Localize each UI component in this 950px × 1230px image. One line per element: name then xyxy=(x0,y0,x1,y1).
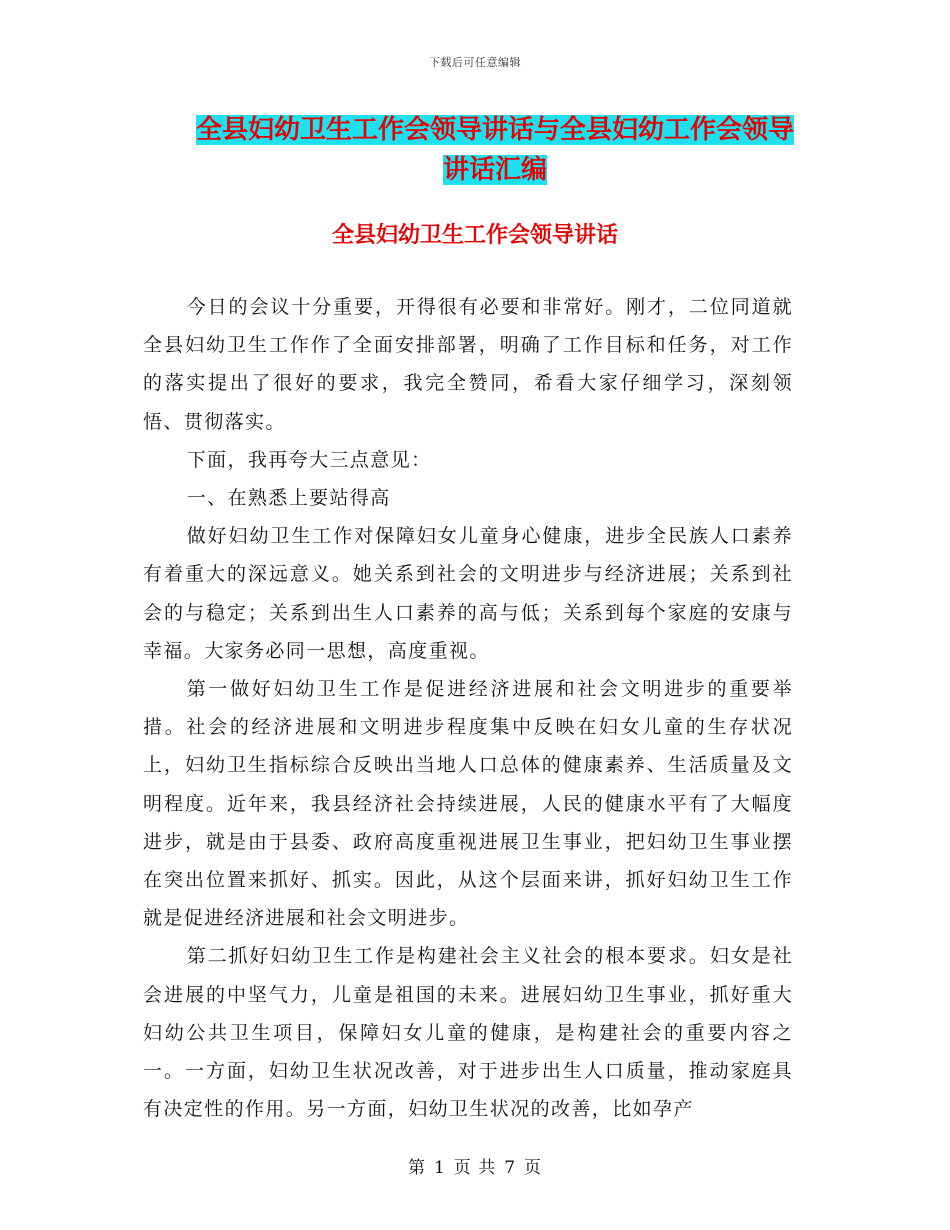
footer-prefix: 第 xyxy=(407,1158,426,1178)
paragraph: 今日的会议十分重要，开得很有必要和非常好。刚才，二位同道就全县妇幼卫生工作作了全面安排部署，明确了工作目标和任务，对工作的落实提出了很好的要求，我完全赞同，希看大家仔细学习，深刻领悟、贯彻落实。 xyxy=(143,296,793,433)
footer-suffix: 页 xyxy=(524,1158,543,1178)
header-note: 下载后可任意编辑 xyxy=(429,56,521,69)
paragraph: 做好妇幼卫生工作对保障妇女儿童身心健康，进步全民族人口素养有着重大的深远意义。她关系到社会的文明进步与经济进展；关系到社会的与稳定；关系到出生人口素养的高与低；关系到每个家庭的安康与幸福。大家务必同一思想，高度重视。 xyxy=(143,525,793,662)
document-title-text: 全县妇幼卫生工作会领导讲话与全县妇幼工作会领导讲话汇编 xyxy=(195,115,794,185)
page-number: 1 xyxy=(433,1158,446,1178)
paragraph: 下面，我再夸大三点意见： xyxy=(186,448,432,471)
paragraph: 第一做好妇幼卫生工作是促进经济进展和社会文明进步的重要举措。社会的经济进展和文明进步程度集中反映在妇女儿童的生存状况上，妇幼卫生指标综合反映出当地人口总体的健康素养、生活质量及文明程度。近年来，我县经济社会持续进展，人民的健康水平有了大幅度进步，就是由于县委、政府高度重视进展卫生事业，把妇幼卫生事业摆在突出位置来抓好、抓实。因此，从这个层面来讲，抓好妇幼卫生工作就是促进经济进展和社会文明进步。 xyxy=(143,678,793,930)
page-footer xyxy=(0,1153,950,1178)
page-total: 7 xyxy=(504,1158,517,1178)
document-title xyxy=(190,110,800,190)
section-title: 全县妇幼卫生工作会领导讲话 xyxy=(331,223,618,248)
paragraph-heading: 一、在熟悉上要站得高 xyxy=(186,487,391,510)
paragraph: 第二抓好妇幼卫生工作是构建社会主义社会的根本要求。妇女是社会进展的中坚气力，儿童是祖国的未来。进展妇幼卫生事业，抓好重大妇幼公共卫生项目，保障妇女儿童的健康，是构建社会的重要内容之一。一方面，妇幼卫生状况改善，对于进步出生人口质量，推动家庭具有决定性的作用。另一方面，妇幼卫生状况的改善，比如孕产 xyxy=(143,945,793,1121)
footer-middle: 页 共 xyxy=(453,1158,497,1178)
document-body xyxy=(143,288,793,1128)
